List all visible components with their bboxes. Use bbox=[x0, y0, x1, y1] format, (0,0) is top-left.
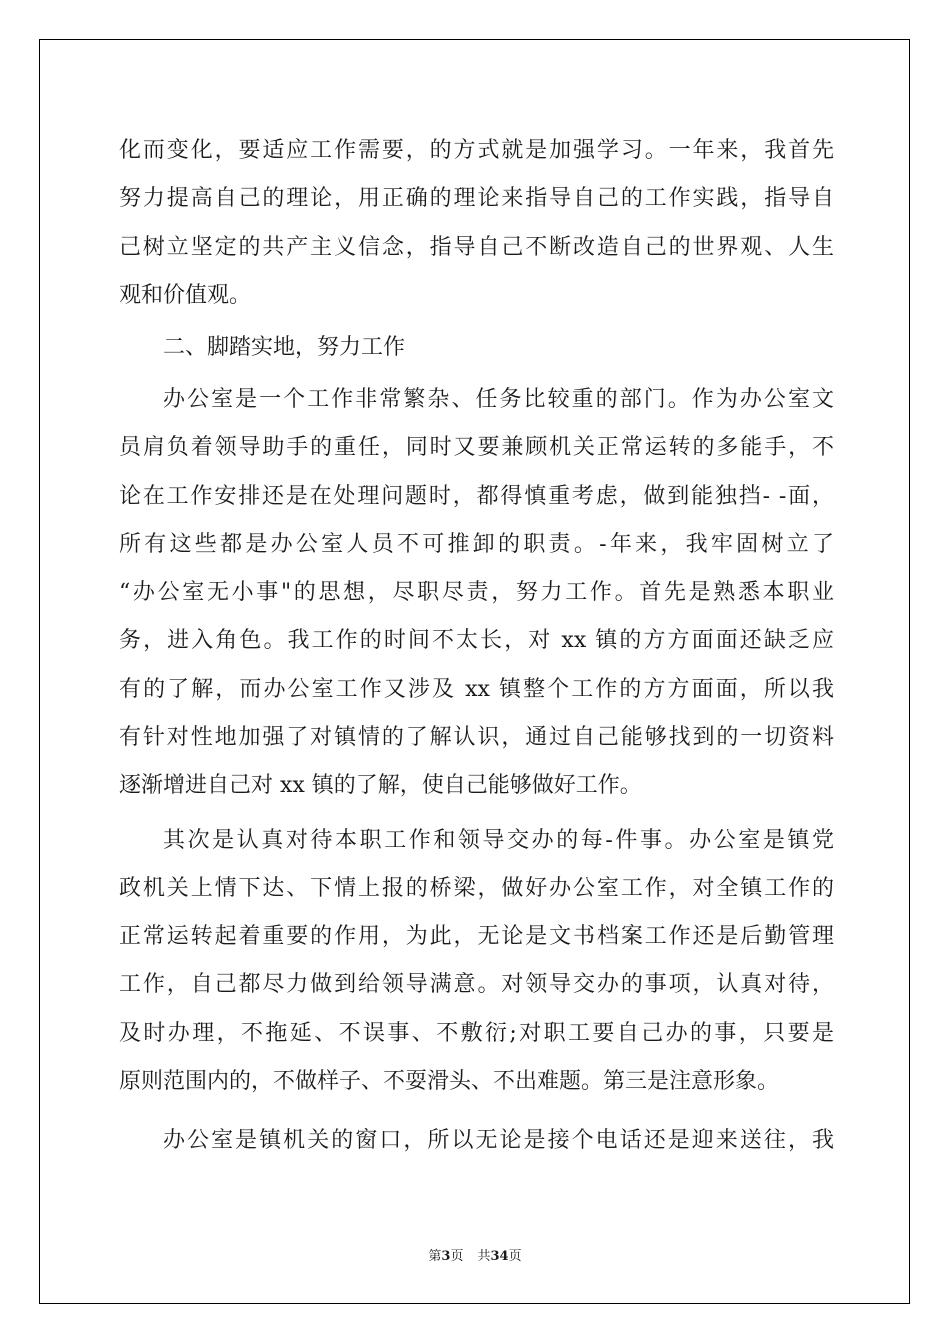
total-suffix: 页 bbox=[508, 1249, 522, 1264]
text-line: 论在工作安排还是在处理问题时，都得慎重考虑，做到能独挡- -面， bbox=[119, 484, 834, 509]
page-footer bbox=[0, 1245, 950, 1264]
text-line: 政机关上情下达、下情上报的桥梁，做好办公室工作，对全镇工作的 bbox=[119, 876, 834, 901]
text-line: 办公室是一个工作非常繁杂、任务比较重的部门。作为办公室文 bbox=[163, 387, 834, 412]
total-pages: 34 bbox=[490, 1249, 509, 1264]
text-line: 办公室是镇机关的窗口，所以无论是接个电话还是迎来送往，我 bbox=[163, 1128, 834, 1153]
text-line: 观和价值观。 bbox=[119, 283, 252, 308]
text-line: 逐渐增进自己对 xx 镇的了解，使自己能够做好工作。 bbox=[119, 773, 642, 798]
text-line: 原则范围内的，不做样子、不耍滑头、不出难题。第三是注意形象。 bbox=[119, 1069, 780, 1094]
text-line: 己树立坚定的共产主义信念，指导自己不断改造自己的世界观、人生 bbox=[119, 235, 834, 260]
page-prefix: 第 bbox=[428, 1249, 442, 1264]
text-line: 务，进入角色。我工作的时间不太长，对 xx 镇的方方面面还缺乏应 bbox=[119, 628, 834, 653]
text-line: 工作，自己都尽力做到给领导满意。对领导交办的事项，认真对待， bbox=[119, 972, 834, 997]
total-prefix: 共 bbox=[477, 1249, 491, 1264]
text-line: “办公室无小事"的思想，尽职尽责，努力工作。首先是熟悉本职业 bbox=[119, 580, 834, 605]
text-line: 化而变化，要适应工作需要，的方式就是加强学习。一年来，我首先 bbox=[119, 138, 834, 163]
text-line: 正常运转起着重要的作用，为此，无论是文书档案工作还是后勤管理 bbox=[119, 924, 834, 949]
page-number: 3 bbox=[441, 1249, 451, 1264]
text-line: 有的了解，而办公室工作又涉及 xx 镇整个工作的方方面面，所以我 bbox=[119, 677, 834, 702]
text-line: 所有这些都是办公室人员不可推卸的职责。-年来，我牢固树立了 bbox=[119, 532, 834, 557]
text-line: 努力提高自己的理论，用正确的理论来指导自己的工作实践，指导自 bbox=[119, 186, 834, 211]
text-line: 有针对性地加强了对镇情的了解认识，通过自己能够找到的一切资料 bbox=[119, 725, 834, 750]
text-line: 其次是认真对待本职工作和领导交办的每-件事。办公室是镇党 bbox=[163, 828, 834, 853]
text-line: 员肩负着领导助手的重任，同时又要兼顾机关正常运转的多能手，不 bbox=[119, 435, 834, 460]
page-suffix: 页 bbox=[450, 1249, 464, 1264]
section-heading: 二、脚踏实地，努力工作 bbox=[163, 335, 406, 360]
text-line: 及时办理，不拖延、不误事、不敷衍;对职工要自己办的事，只要是 bbox=[119, 1021, 834, 1046]
